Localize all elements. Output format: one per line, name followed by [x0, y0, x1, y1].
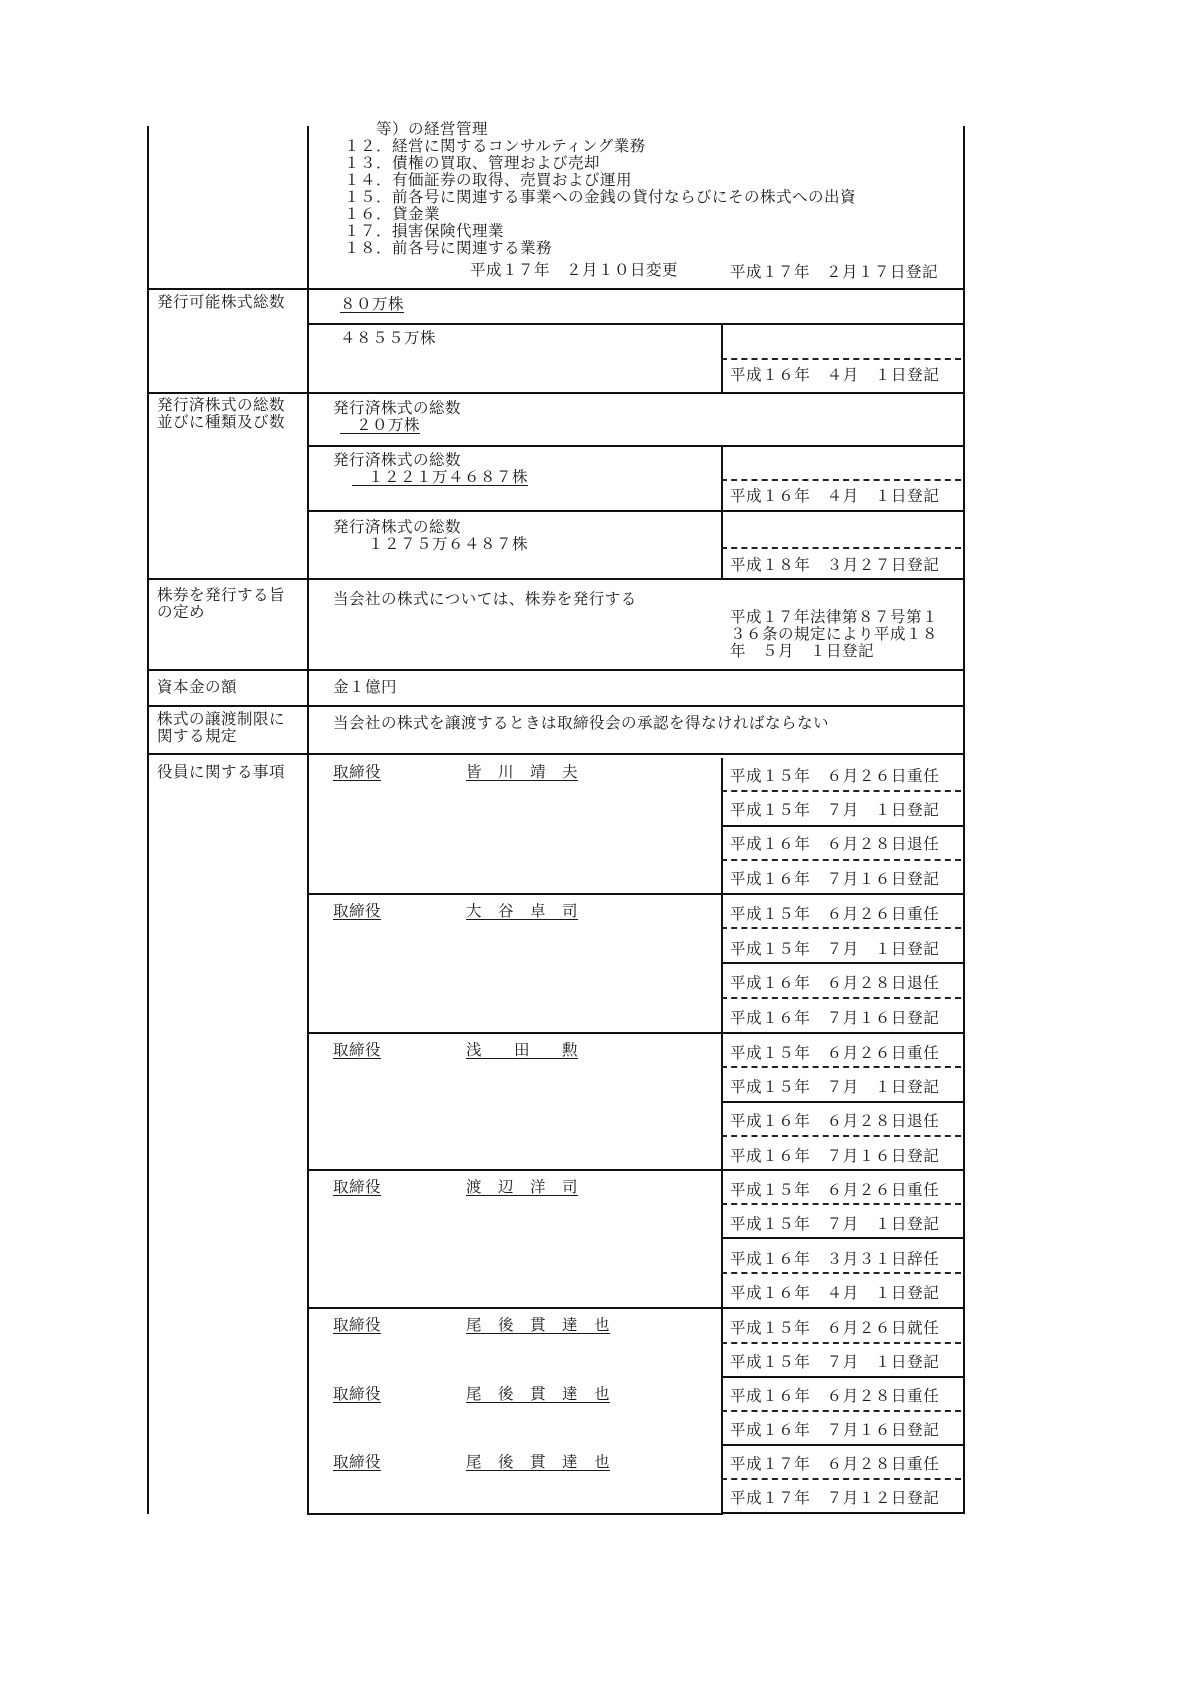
purpose-line: １７．損害保険代理業 — [344, 222, 505, 240]
purpose-line: １６．貸金業 — [344, 205, 441, 223]
officer-title: 取締役 — [333, 1041, 382, 1059]
authorized-shares-label: 発行可能株式総数 — [157, 293, 286, 311]
transfer-restriction-text: 当会社の株式を譲渡するときは取締役会の承認を得なければならない — [333, 714, 830, 732]
officer-date: 平成１６年 ３月３１日辞任 — [730, 1250, 940, 1268]
officer-name: 尾 後 貫 達 也 — [466, 1385, 611, 1403]
officer-date: 平成１６年 ６月２８日退任 — [730, 835, 940, 853]
row-divider — [147, 705, 965, 707]
officer-date: 平成１５年 ７月 １日登記 — [730, 1353, 940, 1371]
officer-divider — [307, 1169, 723, 1171]
officer-title: 取締役 — [333, 902, 382, 920]
purpose-line: １８．前各号に関連する業務 — [344, 239, 553, 257]
date-cell-line — [721, 1512, 965, 1514]
purpose-line: １３．債権の買取、管理および売却 — [344, 154, 601, 172]
dashed-separator — [721, 547, 961, 549]
officer-name: 浅 田 勲 — [466, 1041, 579, 1059]
certificate-note: ３６条の規定により平成１８ — [730, 625, 939, 643]
purpose-line: １２．経営に関するコンサルティング業務 — [344, 137, 646, 155]
capital-value: 金１億円 — [333, 678, 398, 696]
officer-date: 平成１６年 ６月２８日重任 — [730, 1387, 940, 1405]
row-divider — [147, 753, 965, 755]
label-column-divider — [307, 126, 309, 1514]
certificate-label: 株券を発行する旨 — [157, 586, 286, 604]
issued-shares-heading: 発行済株式の総数 — [333, 399, 462, 417]
certificate-note: 年 ５月 １日登記 — [730, 642, 875, 660]
authorized-shares-old: ８０万株 — [340, 295, 405, 313]
officer-date: 平成１６年 ４月 １日登記 — [730, 1284, 940, 1302]
purpose-line: 等）の経営管理 — [344, 120, 489, 138]
date-cell-line — [721, 1307, 965, 1309]
officer-title: 取締役 — [333, 1178, 382, 1196]
issued-shares-value: １２２１万４６８７株 — [352, 468, 529, 486]
officer-date: 平成１６年 ７月１６日登記 — [730, 1147, 940, 1165]
date-column-divider — [721, 446, 723, 579]
officer-date: 平成１６年 ７月１６日登記 — [730, 870, 940, 888]
dashed-separator — [721, 997, 961, 999]
dashed-separator — [721, 1066, 961, 1068]
officer-date: 平成１５年 ６月２６日重任 — [730, 1044, 940, 1062]
issued-shares-date: 平成１６年 ４月 １日登記 — [730, 487, 940, 505]
transfer-restriction-label: 株式の譲渡制限に — [157, 710, 286, 728]
date-cell-line — [721, 510, 965, 512]
purpose-change-date: 平成１７年 ２月１０日変更 — [470, 261, 679, 279]
date-cell-line — [721, 1376, 965, 1378]
left-border — [147, 126, 149, 1514]
purpose-line: １５．前各号に関連する事業への金銭の貸付ならびにその株式への出資 — [344, 188, 857, 206]
officer-divider — [307, 1032, 723, 1034]
officer-divider — [307, 1513, 723, 1515]
purpose-line: １４．有価証券の取得、売買および運用 — [344, 171, 633, 189]
officer-title: 取締役 — [333, 1385, 382, 1403]
officer-date: 平成１５年 ７月 １日登記 — [730, 1215, 940, 1233]
date-cell-line — [721, 893, 965, 895]
issued-shares-heading: 発行済株式の総数 — [333, 518, 462, 536]
officer-date: 平成１５年 ７月 １日登記 — [730, 940, 940, 958]
officer-date: 平成１５年 ７月 １日登記 — [730, 801, 940, 819]
officer-date: 平成１５年 ６月２６日重任 — [730, 1181, 940, 1199]
officer-date: 平成１５年 ６月２６日重任 — [730, 767, 940, 785]
date-cell-line — [721, 1237, 965, 1239]
row-divider — [147, 669, 965, 671]
dashed-separator — [721, 1342, 961, 1344]
certificate-text: 当会社の株式については、株券を発行する — [333, 590, 637, 608]
officer-date: 平成１５年 ６月２６日就任 — [730, 1319, 940, 1337]
date-cell-line — [721, 1169, 965, 1171]
dashed-separator — [721, 1135, 961, 1137]
right-border — [963, 126, 965, 1514]
officer-name: 尾 後 貫 達 也 — [466, 1453, 611, 1471]
issued-shares-heading: 発行済株式の総数 — [333, 451, 462, 469]
officer-date: 平成１６年 ６月２８日退任 — [730, 974, 940, 992]
certificate-label-2: の定め — [157, 603, 206, 621]
officer-date: 平成１７年 ７月１２日登記 — [730, 1489, 940, 1507]
officer-title: 取締役 — [333, 1453, 382, 1471]
date-cell-line — [721, 578, 965, 580]
officer-divider — [307, 1307, 723, 1309]
dashed-separator — [721, 479, 961, 481]
date-cell-line — [721, 1444, 965, 1446]
officer-date: 平成１６年 ６月２８日退任 — [730, 1112, 940, 1130]
row-divider — [147, 288, 965, 290]
officer-name: 渡 辺 洋 司 — [466, 1178, 579, 1196]
certificate-note: 平成１７年法律第８７号第１ — [730, 608, 939, 626]
issued-shares-label-2: 並びに種類及び数 — [157, 413, 286, 431]
date-cell-line — [721, 392, 965, 394]
row-divider — [307, 323, 965, 325]
officer-title: 取締役 — [333, 1316, 382, 1334]
issued-shares-label: 発行済株式の総数 — [157, 396, 286, 414]
date-cell-line — [721, 1032, 965, 1034]
officer-divider — [307, 893, 723, 895]
authorized-shares-new: ４８５５万株 — [340, 329, 437, 347]
officer-name: 皆 川 靖 夫 — [466, 763, 579, 781]
dashed-separator — [721, 1478, 961, 1480]
officer-title: 取締役 — [333, 763, 382, 781]
date-cell-line — [721, 825, 965, 827]
dashed-separator — [721, 358, 961, 360]
dashed-separator — [721, 790, 961, 792]
officer-date: 平成１６年 ７月１６日登記 — [730, 1009, 940, 1027]
officer-date: 平成１５年 ６月２６日重任 — [730, 905, 940, 923]
dashed-separator — [721, 927, 961, 929]
officer-date: 平成１７年 ６月２８日重任 — [730, 1455, 940, 1473]
dashed-separator — [721, 859, 961, 861]
officer-date: 平成１５年 ７月 １日登記 — [730, 1078, 940, 1096]
officer-name: 尾 後 貫 達 也 — [466, 1316, 611, 1334]
dashed-separator — [721, 1272, 961, 1274]
officer-name: 大 谷 卓 司 — [466, 902, 579, 920]
authorized-shares-date: 平成１６年 ４月 １日登記 — [730, 366, 940, 384]
purpose-registration-date: 平成１７年 ２月１７日登記 — [730, 263, 939, 281]
row-divider — [307, 445, 965, 447]
date-cell-line — [721, 1101, 965, 1103]
dashed-separator — [721, 1410, 961, 1412]
dashed-separator — [721, 1203, 961, 1205]
date-cell-line — [721, 962, 965, 964]
capital-label: 資本金の額 — [157, 678, 238, 696]
officers-label: 役員に関する事項 — [157, 763, 286, 781]
issued-shares-value: ２０万株 — [340, 416, 421, 434]
issued-shares-date: 平成１８年 ３月２７日登記 — [730, 556, 940, 574]
issued-shares-value: １２７５万６４８７株 — [352, 535, 529, 553]
officer-date: 平成１６年 ７月１６日登記 — [730, 1421, 940, 1439]
transfer-restriction-label-2: 関する規定 — [157, 727, 238, 745]
